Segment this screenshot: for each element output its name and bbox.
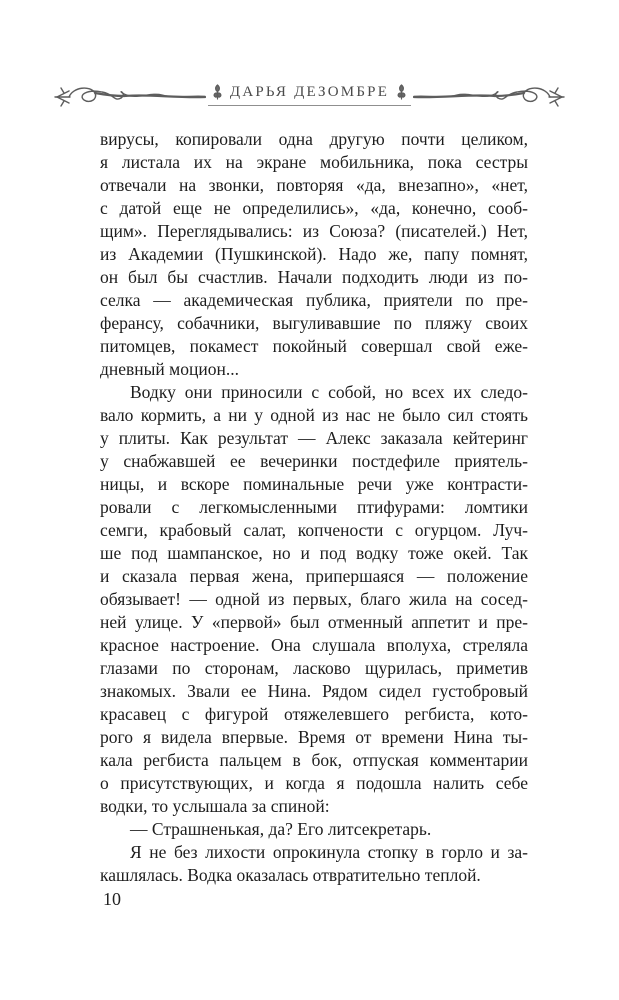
text-line: семги, крабовый салат, копчености с огурцом. Луч- [100, 520, 528, 540]
flourish-left-icon [54, 83, 206, 111]
text-line: глазами по сторонам, ласково щурилась, приметив [100, 658, 528, 678]
text-line: рого я видела впервые. Время от времени Нина ты- [100, 727, 528, 747]
text-line: селка — академическая публика, приятели по пре- [100, 290, 528, 310]
text-line: я листала их на экране мобильника, пока сестры [100, 152, 528, 172]
text-line: водки, то услышала за спиной: [100, 796, 330, 816]
author-title-block [208, 84, 411, 106]
text-line: питомцев, покамест покойный совершал свой еже- [100, 336, 528, 356]
text-line: из Академии (Пушкинской). Надо же, папу помнят, [100, 244, 528, 264]
text-line: кашлялась. Водка оказалась отвратительно теплой. [100, 865, 481, 885]
paragraph [100, 841, 528, 887]
paragraph [100, 381, 528, 818]
flourish-right-icon [413, 83, 565, 111]
fleuron-icon [212, 84, 223, 100]
author-name: ДАРЬЯ ДЕЗОМБРЕ [229, 83, 390, 100]
text-line: — Страшненькая, да? Его литсекретарь. [130, 819, 432, 839]
text-line: кала регбиста пальцем в бок, отпуская комментарии [100, 750, 528, 770]
text-line: знакомых. Звали ее Нина. Рядом сидел густобровый [100, 681, 528, 701]
paragraph [100, 128, 528, 381]
text-line: и сказала первая жена, припершаяся — положение [100, 566, 528, 586]
text-line: ферансу, собачники, выгуливавшие по пляжу своих [100, 313, 528, 333]
text-line: ше под шампанское, но и под водку тоже окей. Так [100, 543, 528, 563]
paragraph [100, 818, 528, 841]
text-line: он был бы счастлив. Начали подходить люди из по- [100, 267, 528, 287]
text-line: вирусы, копировали одна другую почти целиком, [100, 129, 528, 149]
text-line: красавец с фигурой отяжелевшего регбиста, кото- [100, 704, 528, 724]
text-line: щим». Переглядывались: из Союза? (писателей.) Нет, [100, 221, 528, 241]
text-line: обязывает! — одной из первых, благо жила на сосед- [100, 589, 528, 609]
fleuron-icon [396, 84, 407, 100]
text-line: красное настроение. Она слушала вполуха, стреляла [100, 635, 528, 655]
text-line: Водку они приносили с собой, но всех их следо- [130, 382, 528, 402]
text-line: ницы, и вскоре поминальные речи уже контрасти- [100, 474, 528, 494]
running-head [0, 82, 619, 112]
text-line: отвечали на звонки, повторяя «да, внезапно», «нет, [100, 175, 528, 195]
text-line: ровали с легкомысленными птифурами: ломтики [100, 497, 528, 517]
page-text [100, 128, 528, 887]
text-line: дневный моцион... [100, 359, 239, 379]
text-line: у плиты. Как результат — Алекс заказала кейтеринг [100, 428, 528, 448]
text-line: вало кормить, а ни у одной из нас не было сил стоять [100, 405, 528, 425]
text-line: ней улице. У «первой» был отменный аппетит и пре- [100, 612, 528, 632]
text-line: Я не без лихости опрокинула стопку в горло и за- [130, 842, 528, 862]
text-line: с датой еще не определились», «да, конечно, сооб- [100, 198, 528, 218]
text-line: у снабжавшей ее вечеринки постдефиле приятель- [100, 451, 528, 471]
text-line: о присутствующих, и когда я подошла налить себе [100, 773, 528, 793]
page-number: 10 [103, 889, 121, 909]
